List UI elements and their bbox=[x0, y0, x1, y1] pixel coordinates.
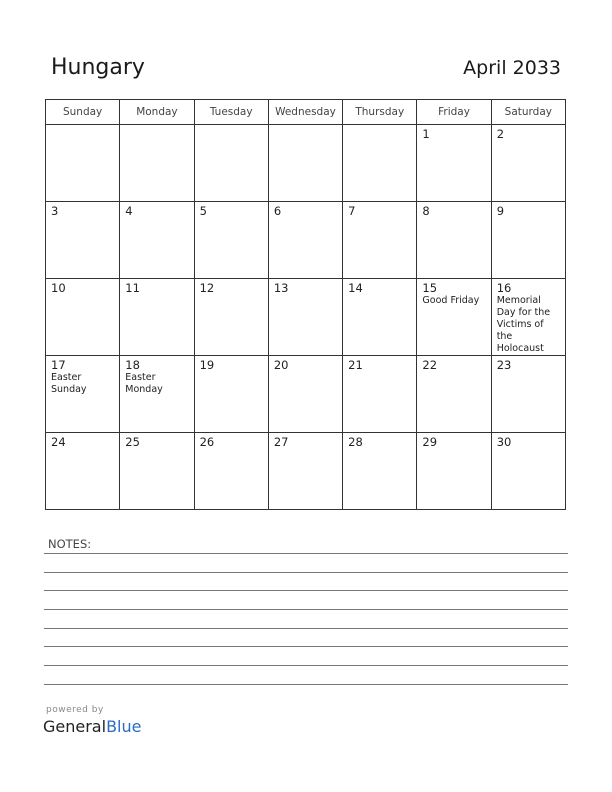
day-cell bbox=[46, 433, 120, 510]
day-number: 11 bbox=[125, 281, 140, 295]
day-number: 10 bbox=[51, 281, 66, 295]
notes-line bbox=[44, 646, 568, 647]
day-cell bbox=[417, 433, 491, 510]
brand-blue-text: Blue bbox=[106, 717, 142, 736]
day-cell bbox=[491, 202, 565, 279]
notes-line bbox=[44, 684, 568, 685]
day-cell bbox=[491, 356, 565, 433]
day-cell bbox=[46, 356, 120, 433]
day-number: 4 bbox=[125, 204, 133, 218]
day-number: 3 bbox=[51, 204, 59, 218]
day-cell bbox=[120, 356, 194, 433]
country-title: Hungary bbox=[51, 55, 145, 80]
day-number: 19 bbox=[199, 358, 215, 372]
week-row bbox=[46, 279, 566, 356]
day-cell bbox=[194, 125, 268, 202]
day-cell bbox=[120, 125, 194, 202]
day-number bbox=[343, 125, 416, 128]
day-cell bbox=[120, 279, 194, 356]
day-cell bbox=[120, 433, 194, 510]
holiday-label: Easter Sunday bbox=[51, 372, 87, 395]
day-number: 2 bbox=[496, 127, 505, 141]
weekday-header: Saturday bbox=[491, 100, 565, 125]
day-number: 5 bbox=[199, 204, 207, 218]
day-number: 14 bbox=[348, 281, 363, 295]
day-cell bbox=[343, 356, 417, 433]
week-row bbox=[46, 356, 566, 433]
brand-general-text: General bbox=[43, 717, 107, 736]
day-cell bbox=[268, 125, 342, 202]
weekday-header: Monday bbox=[120, 100, 194, 125]
day-cell bbox=[491, 125, 565, 202]
day-cell bbox=[194, 433, 268, 510]
day-number: 7 bbox=[348, 204, 356, 218]
powered-by-label: powered by bbox=[46, 705, 104, 715]
day-cell bbox=[194, 356, 268, 433]
day-cell bbox=[268, 279, 342, 356]
day-number: 18 bbox=[125, 358, 140, 372]
day-number: 30 bbox=[496, 435, 512, 449]
notes-line bbox=[44, 572, 568, 573]
day-number: 29 bbox=[422, 435, 438, 449]
day-cell bbox=[491, 279, 565, 356]
day-number: 24 bbox=[51, 435, 66, 449]
day-cell bbox=[120, 202, 194, 279]
weekday-header: Thursday bbox=[343, 100, 417, 125]
notes-line bbox=[44, 665, 568, 666]
week-row bbox=[46, 202, 566, 279]
generalblue-logo bbox=[43, 717, 141, 736]
day-number: 25 bbox=[125, 435, 140, 449]
day-cell bbox=[343, 433, 417, 510]
day-cell bbox=[194, 202, 268, 279]
day-number: 17 bbox=[51, 358, 66, 372]
day-cell bbox=[343, 125, 417, 202]
day-number: 12 bbox=[199, 281, 215, 295]
week-row bbox=[46, 433, 566, 510]
day-number: 1 bbox=[422, 127, 430, 141]
day-number: 16 bbox=[496, 281, 512, 295]
day-cell bbox=[343, 202, 417, 279]
holiday-label: Easter Monday bbox=[125, 372, 163, 395]
day-number: 28 bbox=[348, 435, 363, 449]
day-number bbox=[269, 125, 342, 128]
day-number bbox=[46, 125, 119, 128]
day-cell bbox=[417, 356, 491, 433]
day-cell bbox=[343, 279, 417, 356]
day-number bbox=[120, 125, 193, 128]
day-number: 27 bbox=[273, 435, 289, 449]
day-number: 13 bbox=[273, 281, 289, 295]
day-cell bbox=[417, 279, 491, 356]
day-cell bbox=[46, 279, 120, 356]
day-number: 23 bbox=[496, 358, 512, 372]
weekday-header-row bbox=[46, 100, 566, 125]
day-number: 20 bbox=[273, 358, 289, 372]
weekday-header: Tuesday bbox=[194, 100, 268, 125]
day-cell bbox=[491, 433, 565, 510]
holiday-label: Memorial Day for the Victims of the Holocaust bbox=[496, 295, 551, 354]
day-cell bbox=[417, 125, 491, 202]
day-number bbox=[195, 125, 268, 128]
day-number: 8 bbox=[422, 204, 430, 218]
weekday-header: Sunday bbox=[46, 100, 120, 125]
day-cell bbox=[46, 202, 120, 279]
day-number: 21 bbox=[348, 358, 363, 372]
day-cell bbox=[46, 125, 120, 202]
day-cell bbox=[268, 202, 342, 279]
holiday-label: Good Friday bbox=[422, 295, 480, 306]
notes-label: NOTES: bbox=[48, 537, 92, 551]
day-number: 26 bbox=[199, 435, 215, 449]
month-title: April 2033 bbox=[463, 57, 561, 79]
day-number: 9 bbox=[496, 204, 505, 218]
notes-line bbox=[44, 553, 568, 554]
day-cell bbox=[194, 279, 268, 356]
notes-line bbox=[44, 609, 568, 610]
day-number: 15 bbox=[422, 281, 438, 295]
calendar-grid bbox=[45, 99, 566, 510]
day-cell bbox=[268, 433, 342, 510]
notes-line bbox=[44, 590, 568, 591]
day-number: 22 bbox=[422, 358, 438, 372]
day-cell bbox=[417, 202, 491, 279]
day-number: 6 bbox=[273, 204, 282, 218]
weekday-header: Friday bbox=[417, 100, 491, 125]
notes-line bbox=[44, 628, 568, 629]
week-row bbox=[46, 125, 566, 202]
weekday-header: Wednesday bbox=[268, 100, 342, 125]
day-cell bbox=[268, 356, 342, 433]
